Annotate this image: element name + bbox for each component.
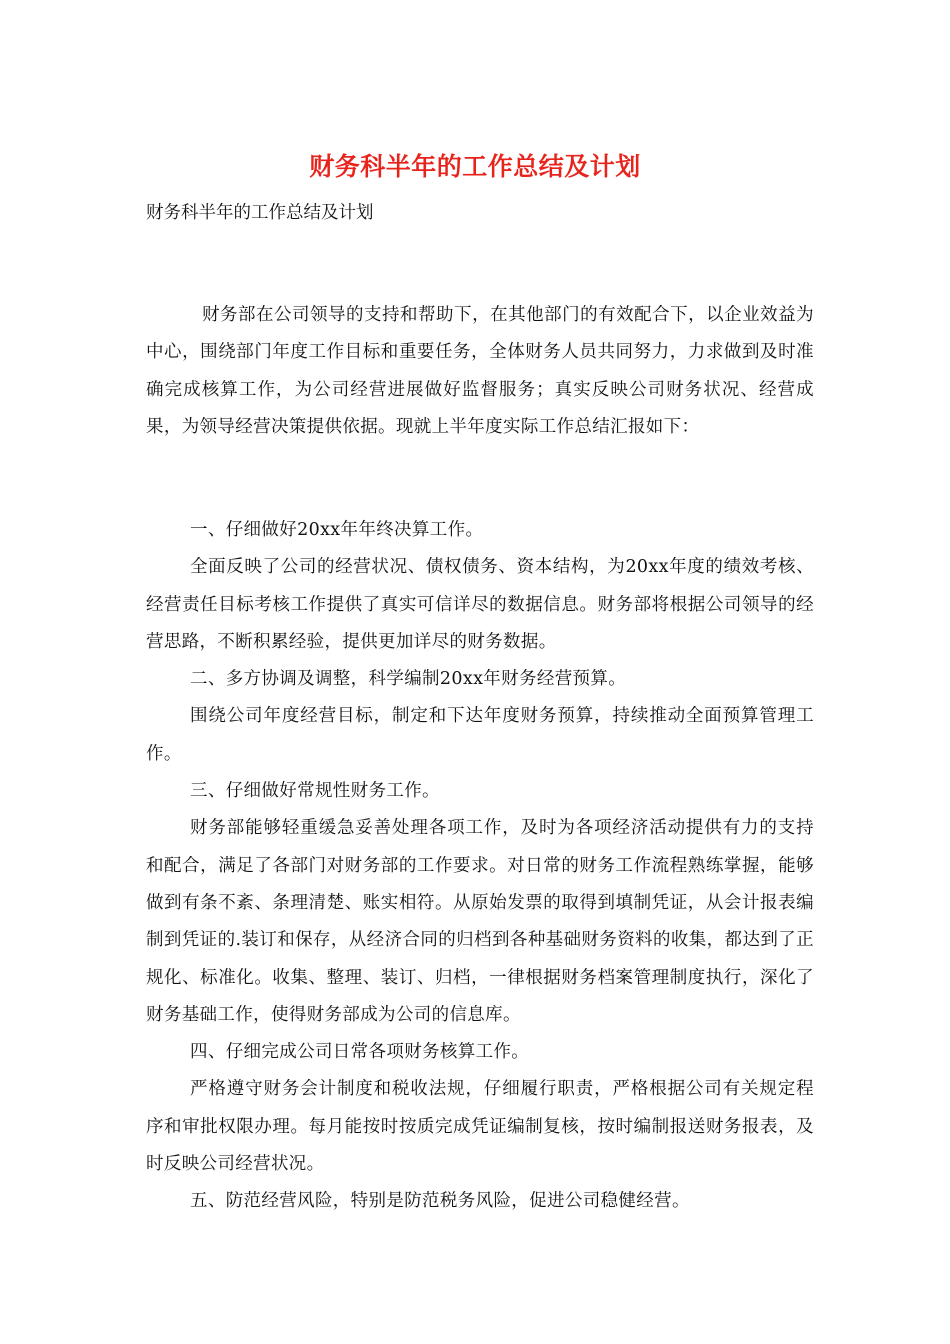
document-title: 财务科半年的工作总结及计划 <box>309 152 641 181</box>
section-heading-3: 三、仔细做好常规性财务工作。 <box>190 781 440 802</box>
intro-section <box>146 297 814 446</box>
section-heading-4: 四、仔细完成公司日常各项财务核算工作。 <box>190 1042 530 1063</box>
body-section <box>146 512 814 1221</box>
section-paragraph-1: 全面反映了公司的经营状况、债权债务、资本结构，为20xx年度的绩效考核、经营责任目标考核工作提供了真实可信详尽的数据信息。财务部将根据公司领导的经营思路，不断积累经验，提供更加详尽的财务数据。 <box>146 557 814 652</box>
section-heading-1: 一、仔细做好20xx年年终决算工作。 <box>190 520 484 540</box>
document-subtitle: 财务科半年的工作总结及计划 <box>146 203 374 223</box>
section-paragraph-2: 围绕公司年度经营目标，制定和下达年度财务预算，持续推动全面预算管理工作。 <box>146 706 814 764</box>
section-heading-2: 二、多方协调及调整，科学编制20xx年财务经营预算。 <box>190 669 627 690</box>
section-paragraph-4: 严格遵守财务会计制度和税收法规，仔细履行职责，严格根据公司有关规定程序和审批权限办理。每月能按时按质完成凭证编制复核，按时编制报送财务报表，及时反映公司经营状况。 <box>146 1079 814 1175</box>
intro-paragraph: 财务部在公司领导的支持和帮助下，在其他部门的有效配合下，以企业效益为中心，围绕部门年度工作目标和重要任务，全体财务人员共同努力，力求做到及时准确完成核算工作，为公司经营进展做好监督服务；真实反映公司财务状况、经营成果，为领导经营决策提供依据。现就上半年度实际工作总结汇报如下： <box>146 305 814 437</box>
section-paragraph-3: 财务部能够轻重缓急妥善处理各项工作，及时为各项经济活动提供有力的支持和配合，满足了各部门对财务部的工作要求。对日常的财务工作流程熟练掌握，能够做到有条不紊、条理清楚、账实相符。从原始发票的取得到填制凭证，从会计报表编制到凭证的.装订和保存，从经济合同的归档到各种基础财务资料的收集，都达到了正规化、标准化。收集、整理、装订、归档，一律根据财务档案管理制度执行，深化了财务基础工作，使得财务部成为公司的信息库。 <box>146 818 814 1025</box>
section-heading-5: 五、防范经营风险，特别是防范税务风险，促进公司稳健经营。 <box>190 1191 690 1212</box>
